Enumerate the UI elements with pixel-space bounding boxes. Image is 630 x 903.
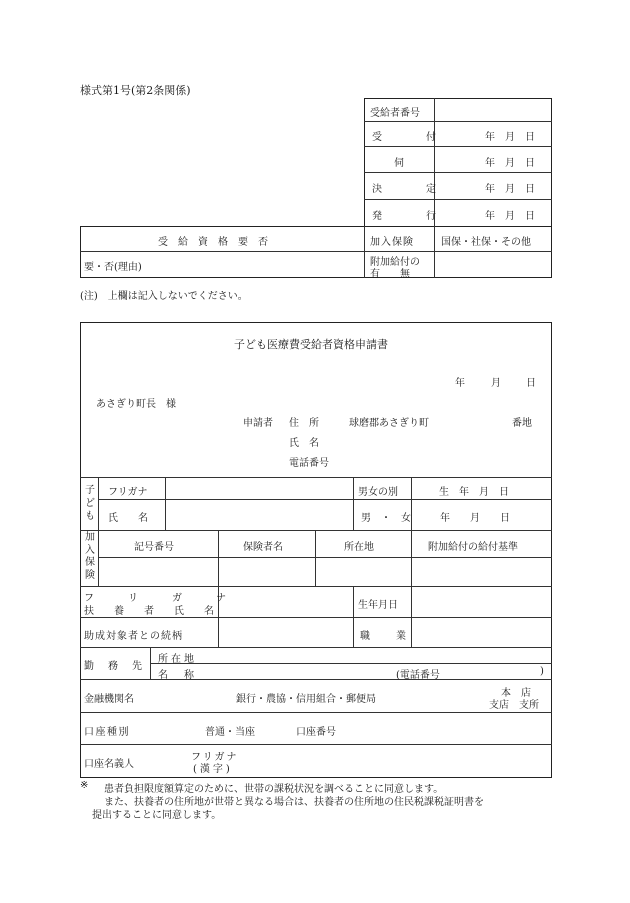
benefit-standard-label: 附加給付の給付基準 <box>428 542 518 553</box>
banchi-label: 番地 <box>512 418 532 429</box>
consent-line-1: 患者負担限度額算定のために、世帯の課税状況を調べることに同意します。 <box>104 784 444 795</box>
child-side-label: 子ども <box>85 485 95 522</box>
account-holder-label: 口座名義人 <box>84 759 134 770</box>
child-birth-label: 生 年 月 日 <box>439 487 509 498</box>
workplace-label: 勤 務 先 <box>84 661 144 672</box>
consent-line-3: 提出することに同意します。 <box>92 810 222 821</box>
office-note: (注) 上欄は記入しないでください。 <box>80 291 248 302</box>
insurance-location-label: 所在地 <box>344 542 374 553</box>
received-label: 受 付 <box>372 132 444 143</box>
bank-branch[interactable]: 支店 支所 <box>489 700 539 711</box>
inquiry-date: 年 月 日 <box>485 158 535 169</box>
form-title: 子ども医療費受給者資格申請書 <box>234 338 388 351</box>
relation-field[interactable] <box>221 620 351 645</box>
bank-main-branch[interactable]: 本 店 <box>501 688 531 699</box>
recipient-number-field[interactable] <box>438 101 548 119</box>
holder-kanji-label: (漢字) <box>193 764 233 775</box>
decision-label: 決 定 <box>372 184 444 195</box>
child-furigana-field[interactable] <box>168 480 351 497</box>
additional-benefit-presence: 有 無 <box>370 269 410 280</box>
insurance-side-label: 加入保険 <box>85 532 95 581</box>
insurance-code-label: 記号番号 <box>134 542 174 553</box>
job-field[interactable] <box>414 620 550 645</box>
benefit-standard-field[interactable] <box>414 560 550 584</box>
received-date: 年 月 日 <box>485 132 535 143</box>
holder-furigana-label: フリガナ <box>191 752 239 763</box>
account-type-label: 口座種別 <box>84 727 130 738</box>
supporter-birth-field[interactable] <box>414 589 550 615</box>
insurance-label: 加入保険 <box>370 237 414 248</box>
insurance-code-field[interactable] <box>101 560 216 584</box>
bank-types[interactable]: 銀行・農協・信用組合・郵便局 <box>236 694 376 705</box>
date-day: 日 <box>526 378 536 389</box>
issued-date: 年 月 日 <box>485 211 535 222</box>
child-furigana-label: フリガナ <box>108 487 148 498</box>
supporter-birth-label: 生年月日 <box>358 600 398 611</box>
date-month: 月 <box>491 378 501 389</box>
workplace-phone-label: (電話番号 <box>396 670 440 681</box>
insurer-name-label: 保険者名 <box>243 542 283 553</box>
date-year: 年 <box>455 378 465 389</box>
bank-label: 金融機関名 <box>84 694 134 705</box>
supporter-furigana-label: フ リ ガ ナ <box>84 593 238 604</box>
workplace-location-label: 所在地 <box>158 654 197 665</box>
workplace-name-label: 名 称 <box>158 670 197 681</box>
account-types[interactable]: 普通・当座 <box>205 727 255 738</box>
eligibility-label: 受 給 資 格 要 否 <box>158 237 268 248</box>
decision-date: 年 月 日 <box>485 184 535 195</box>
account-number-label: 口座番号 <box>296 727 336 738</box>
address-label: 住 所 <box>289 418 319 429</box>
recipient-number-label: 受給者番号 <box>370 108 420 119</box>
issued-label: 発 行 <box>372 211 444 222</box>
yesno-reason-label: 要・否(理由) <box>84 262 142 273</box>
child-name-field[interactable] <box>168 502 351 528</box>
supporter-name-field[interactable] <box>221 589 351 615</box>
inquiry-label: 伺 <box>394 158 404 169</box>
applicant-label: 申請者 <box>243 418 273 429</box>
insurance-value: 国保・社保・その他 <box>441 237 531 248</box>
relation-label: 助成対象者との続柄 <box>84 631 183 642</box>
form-reference: 様式第1号(第2条関係) <box>80 84 191 97</box>
consent-mark: ※ <box>80 780 89 791</box>
child-sex-label: 男女の別 <box>358 487 398 498</box>
child-birth-value[interactable]: 年 月 日 <box>440 513 510 524</box>
address-value[interactable]: 球磨郡あさぎり町 <box>349 418 429 429</box>
workplace-location-field[interactable] <box>210 649 550 662</box>
workplace-phone-close: ) <box>540 666 544 677</box>
applicant-phone-label: 電話番号 <box>289 458 329 469</box>
job-label: 職 業 <box>360 631 414 642</box>
insurer-name-field[interactable] <box>221 560 313 584</box>
child-name-label: 氏 名 <box>108 513 148 524</box>
supporter-name-label: 扶 養 者 氏 名 <box>84 606 219 617</box>
additional-benefit-label: 附加給付の <box>370 257 420 268</box>
insurance-location-field[interactable] <box>318 560 409 584</box>
addressee: あさぎり町長 様 <box>96 399 176 410</box>
applicant-name-label: 氏 名 <box>289 438 319 449</box>
child-sex-value[interactable]: 男 ・ 女 <box>361 513 411 524</box>
consent-line-2: また、扶養者の住所地が世帯と異なる場合は、扶養者の住所地の住民税課税証明書を <box>104 797 484 808</box>
